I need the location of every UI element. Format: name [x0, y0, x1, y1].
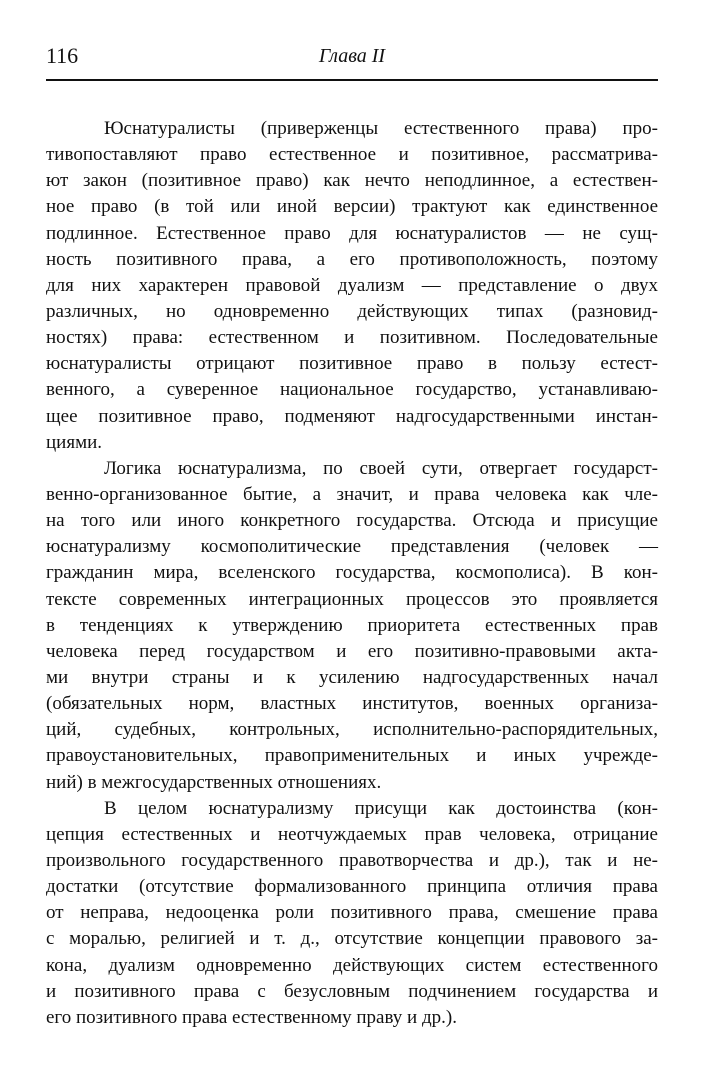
- text-line: ний) в межгосударственных отношениях.: [46, 771, 382, 793]
- text-line: для них характерен правовой дуализм — представление о двух: [46, 274, 658, 296]
- body-text: [46, 116, 658, 1031]
- text-line: кона, дуализм одновременно действующих систем естественного: [46, 954, 658, 976]
- text-line: ностях) права: естественном и позитивном. Последовательные: [46, 327, 658, 349]
- text-line: правоустановительных, правоприменительных и иных учрежде-: [46, 745, 658, 767]
- text-line: достатки (отсутствие формализованного принципа отличия права: [46, 876, 658, 898]
- text-line: венного, а суверенное национальное государство, устанавливаю-: [46, 379, 658, 401]
- text-line: его позитивного права естественному праву и др.).: [46, 1006, 457, 1028]
- text-line: юснатурализму космополитические представления (человек —: [46, 536, 658, 558]
- text-line: подлинное. Естественное право для юснатуралистов — не сущ-: [46, 222, 658, 244]
- text-line: ми внутри страны и к усилению надгосударственных начал: [46, 666, 658, 688]
- page-header: [46, 36, 658, 76]
- text-line: (обязательных норм, властных институтов, военных организа-: [46, 693, 658, 715]
- text-line: щее позитивное право, подменяют надгосударственными инстан-: [46, 405, 658, 427]
- text-line: Логика юснатурализма, по своей сути, отвергает государст-: [104, 457, 658, 479]
- text-line: человека перед государством и его позитивно-правовыми акта-: [46, 640, 658, 662]
- text-line: различных, но одновременно действующих типах (разновид-: [46, 300, 658, 322]
- header-rule: [46, 79, 658, 81]
- text-line: на того или иного конкретного государства. Отсюда и присущие: [46, 510, 658, 532]
- text-line: ное право (в той или иной версии) трактуют как единственное: [46, 196, 658, 218]
- text-line: и позитивного права с безусловным подчинением государства и: [46, 980, 658, 1002]
- text-line: юснатуралисты отрицают позитивное право в пользу естест-: [46, 353, 658, 375]
- text-line: тивопоставляют право естественное и позитивное, рассматрива-: [46, 144, 658, 166]
- text-line: ют закон (позитивное право) как нечто неподлинное, а естествен-: [46, 170, 658, 192]
- text-line: в тенденциях к утверждению приоритета естественных прав: [46, 614, 658, 636]
- text-line: гражданин мира, вселенского государства, космополиса). В кон-: [46, 562, 658, 584]
- text-line: В целом юснатурализму присущи как достоинства (кон-: [104, 797, 658, 819]
- text-line: произвольного государственного правотворчества и др.), так и не-: [46, 849, 658, 871]
- text-line: ность позитивного права, а его противоположность, поэтому: [46, 248, 658, 270]
- text-line: с моралью, религией и т. д., отсутствие концепции правового за-: [46, 928, 658, 950]
- page-number: 116: [46, 43, 79, 68]
- text-line: от неправа, недооценка роли позитивного права, смешение права: [46, 902, 658, 924]
- text-line: цепция естественных и неотчуждаемых прав человека, отрицание: [46, 823, 658, 845]
- text-line: циями.: [46, 431, 103, 453]
- text-line: венно-организованное бытие, а значит, и права человека как чле-: [46, 483, 658, 505]
- text-line: ций, судебных, контрольных, исполнительно-распорядительных,: [46, 719, 658, 741]
- text-line: Юснатуралисты (приверженцы естественного права) про-: [104, 118, 658, 139]
- text-line: тексте современных интеграционных процессов это проявляется: [46, 588, 658, 610]
- chapter-title: Глава II: [318, 45, 386, 67]
